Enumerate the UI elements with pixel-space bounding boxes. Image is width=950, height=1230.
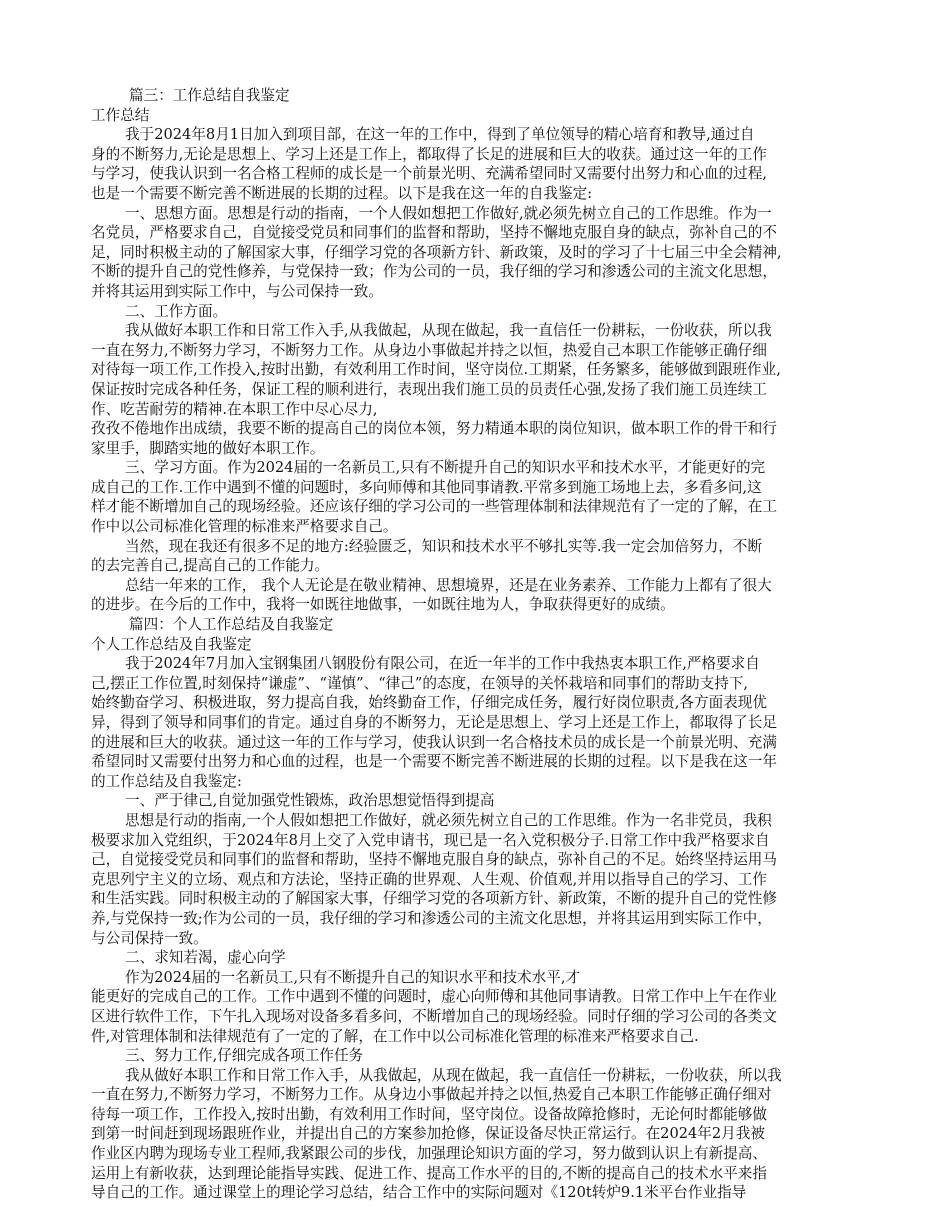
text-line: 一直在努力,不断努力学习，不断努力工作。从身边小事做起并持之以恒,热爱自己本职工作能够正确仔细对: [91, 1086, 772, 1104]
text-line: 成自己的工作.工作中遇到不懂的问题时，多向师傅和其他同事请教.平常多到施工场地上去，多看多问,这: [91, 478, 762, 496]
text-line: 名党员，严格要求自己，自觉接受党员和同事们的监督和帮助，坚持不懈地克服自身的缺点，弥补自己的不: [91, 224, 777, 242]
text-line: 运用上有新收获，达到理论能指导实践、促进工作、提高工作水平的目的,不断的提高自己的技术水平来指: [91, 1164, 767, 1182]
text-line: 导自己的工作。通过课堂上的理论学习总结，结合工作中的实际问题对《120t转炉9.1米平台作业指导: [91, 1184, 747, 1202]
text-line: 也是一个需要不断完善不断进展的长期的过程。以下是我在这一年的自我鉴定:: [91, 184, 593, 202]
text-line: 己,摆正工作位置,时刻保持“谦虚”、“谨慎”、“律己”的态度，在领导的关怀栽培和同事们的帮助支持下,: [91, 674, 749, 692]
text-line: 二、求知若渴，虚心向学: [125, 949, 286, 967]
text-line: 总结一年来的工作， 我个人无论是在敬业精神、思想境界，还是在业务素养、工作能力上都有了很大: [125, 576, 772, 594]
text-line: 件,对管理体制和法律规范有了一定的了解，在工作中以公司标准化管理的标准来严格要求自己.: [91, 1027, 699, 1045]
text-line: 能更好的完成自己的工作。工作中遇到不懂的问题时，虚心向师傅和其他同事请教。日常工作中上午在作业: [91, 988, 777, 1006]
text-line: 一、严于律己,自觉加强党性锻炼，政治思想觉悟得到提高: [125, 792, 495, 810]
text-line: 异，得到了领导和同事们的肯定。通过自身的不断努力，无论是思想上、学习上还是工作上，都取得了长足: [91, 714, 777, 731]
text-line: 始终勤奋学习、积极进取，努力提高自我，始终勤奋工作，仔细完成任务，履行好岗位职责,各方面表现优: [91, 694, 767, 712]
text-line: 克思列宁主义的立场、观点和方法论，坚持正确的世界观、人生观、价值观,并用以指导自己的学习、工作: [91, 870, 767, 888]
text-line: 二、工作方面。: [125, 302, 228, 320]
text-line: 不断的提升自己的党性修养，与党保持一致；作为公司的一员，我仔细的学习和渗透公司的主流文化思想，: [91, 263, 777, 281]
text-line: 我于2024年7月加入宝钢集团八钢股份有限公司，在近一年半的工作中我热衷本职工作,严格要求自: [125, 655, 760, 673]
text-line: 身的不断努力,无论是思想上、学习上还是工作上，都取得了长足的进展和巨大的收获。通过这一年的工作: [91, 145, 767, 163]
text-line: 孜孜不倦地作出成绩，我要不断的提高自己的岗位本领，努力精通本职的岗位知识，做本职工作的骨干和行: [91, 420, 777, 438]
text-line: 的去完善自己,提高自己的工作能力。: [91, 557, 330, 575]
text-line: 家里手，脚踏实地的做好本职工作。: [91, 439, 325, 457]
text-line: 样才能不断增加自己的现场经验。还应该仔细的学习公司的一些管理体制和法律规范有了一定的了解，在工: [91, 498, 777, 516]
text-line: 一、思想方面。思想是行动的指南，一个人假如想把工作做好,就必须先树立自己的工作思维。作为一: [125, 204, 772, 222]
text-line: 极要求加入党组织，于2024年8月上交了入党申请书，现已是一名入党积极分子.日常工作中我严格要求自: [91, 831, 770, 849]
text-line: 作业区内聘为现场专业工程师,我紧跟公司的步伐，加强理论知识方面的学习，努力做到认识上有新提高、: [91, 1145, 767, 1163]
text-line: 保证按时完成各种任务，保证工程的顺利进行，表现出我们施工员的员责任心强,发扬了我们施工员连续工: [91, 380, 767, 398]
text-line: 作为2024届的一名新员工,只有不断提升自己的知识水平和技术水平,才: [125, 968, 581, 986]
text-line: 三、努力工作,仔细完成各项工作任务: [125, 1047, 364, 1065]
text-line: 区进行软件工作，下午扎入现场对设备多看多问，不断增加自己的现场经验。同时仔细的学习公司的各类文: [91, 1007, 777, 1025]
text-line: 的进展和巨大的收获。通过这一年的工作与学习，使我认识到一名合格技术员的成长是一个前景光明、充满: [91, 733, 777, 751]
text-line: 篇四：个人工作总结及自我鉴定: [129, 616, 334, 634]
text-line: 与学习，使我认识到一名合格工程师的成长是一个前景光明、充满希望同时又需要付出努力和心血的过程,: [91, 165, 767, 183]
text-line: 思想是行动的指南,一个人假如想把工作做好，就必须先树立自己的工作思维。作为一名非党员，我积: [125, 811, 772, 829]
text-line: 当然，现在我还有很多不足的地方:经验匮乏，知识和技术水平不够扎实等.我一定会加倍努力，不断: [125, 537, 763, 555]
text-line: 作、吃苦耐劳的精神.在本职工作中尽心尽力,: [91, 400, 378, 418]
text-line: 篇三：工作总结自我鉴定: [129, 87, 290, 104]
text-line: 待每一项工作，工作投入,按时出勤，有效利用工作时间，坚守岗位。设备故障抢修时，无论何时都能够做: [91, 1105, 767, 1123]
text-line: 希望同时又需要付出努力和心血的过程，也是一个需要不断完善不断进展的长期的过程。以下是我在这一年: [91, 753, 777, 771]
text-line: 个人工作总结及自我鉴定: [91, 635, 252, 653]
text-line: 己，自觉接受党员和同事们的监督和帮助，坚持不懈地克服自身的缺点，弥补自己的不足。始终坚持运用马: [91, 851, 777, 869]
text-line: 和生活实践。同时积极主动的了解国家大事，仔细学习党的各项新方针、新政策，不断的提升自己的党性修: [91, 890, 777, 908]
text-line: 作中以公司标准化管理的标准来严格要求自己。: [91, 518, 398, 536]
text-line: 足，同时积极主动的了解国家大事，仔细学习党的各项新方针、新政策，及时的学习了十七届三中全会精神,: [91, 243, 782, 261]
text-line: 的工作总结及自我鉴定:: [91, 772, 242, 790]
text-line: 我从做好本职工作和日常工作入手,从我做起，从现在做起，我一直信任一份耕耘，一份收获，所以我: [125, 322, 772, 340]
text-line: 的进步。在今后的工作中，我将一如既往地做事，一如既往地为人，争取获得更好的成绩。: [91, 596, 675, 614]
text-line: 我从做好本职工作和日常工作入手，从我做起，从现在做起，我一直信任一份耕耘，一份收获，所以我: [125, 1066, 782, 1084]
text-line: 养,与党保持一致;作为公司的一员，我仔细的学习和渗透公司的主流文化思想，并将其运用到实际工作中，: [91, 909, 772, 927]
text-line: 到第一时间赶到现场跟班作业，并提出自己的方案参加抢修，保证设备尽快正常运行。在2024年2月我被: [91, 1125, 765, 1143]
text-line: 与公司保持一致。: [91, 929, 208, 947]
text-line: 我于2024年8月1日加入到项目部，在这一年的工作中，得到了单位领导的精心培育和教导,通过自: [125, 126, 755, 144]
text-line: 工作总结: [91, 106, 150, 124]
text-line: 三、学习方面。作为2024届的一名新员工,只有不断提升自己的知识水平和技术水平，才能更好的完: [125, 459, 766, 477]
text-line: 一直在努力,不断努力学习，不断努力工作。从身边小事做起并持之以恒，热爱自己本职工作能够正确仔细: [91, 341, 767, 359]
text-line: 对待每一项工作,工作投入,按时出勤，有效利用工作时间，坚守岗位.工期紧，任务繁多，能够做到跟班作业,: [91, 361, 781, 379]
text-line: 并将其运用到实际工作中，与公司保持一致。: [91, 282, 383, 300]
